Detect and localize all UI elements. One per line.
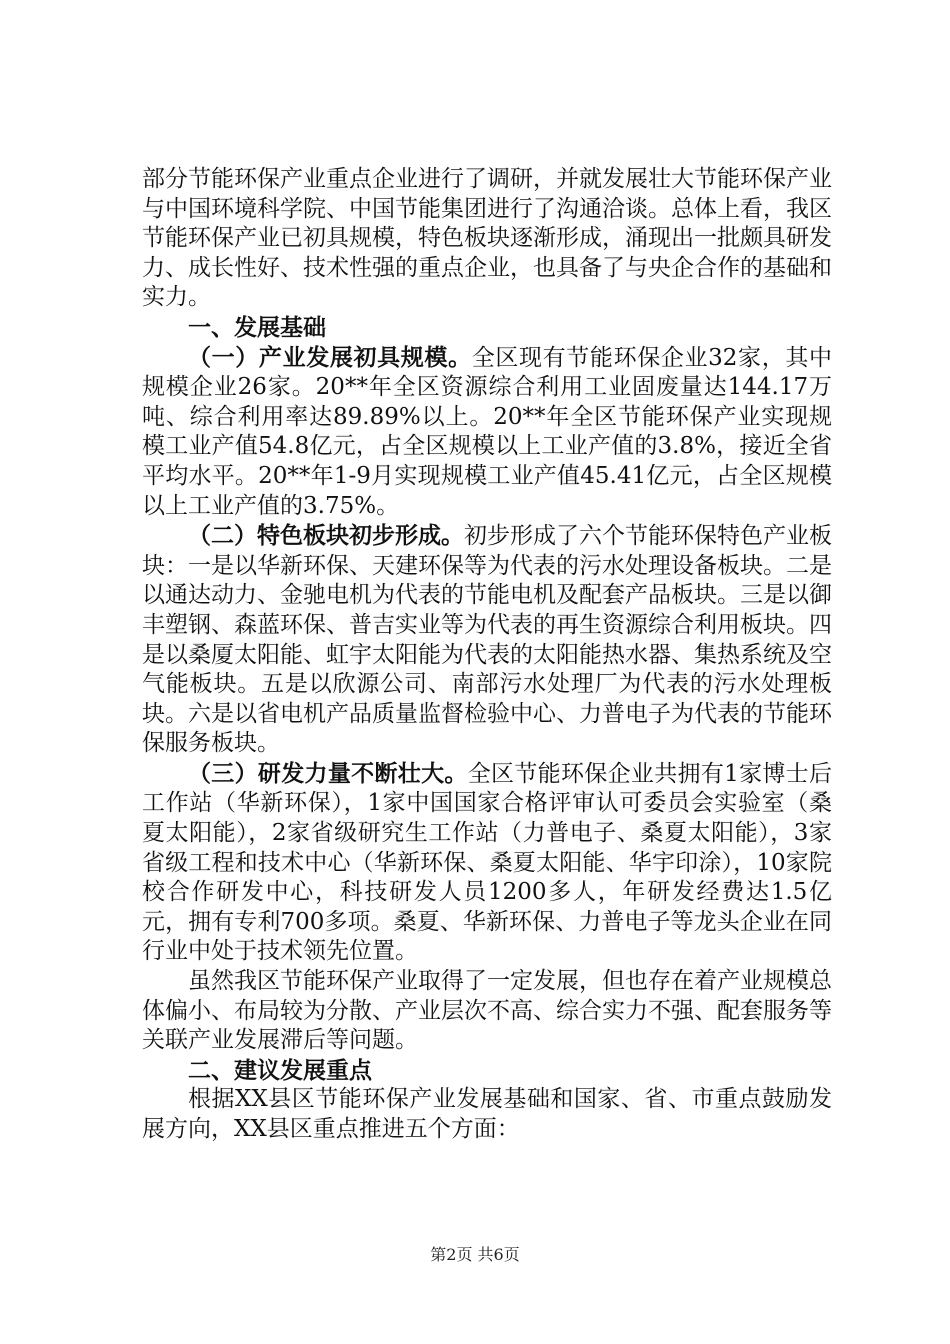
subsection-3-heading: （三）研发力量不断壮大。 bbox=[188, 759, 468, 787]
subsection-3-paragraph bbox=[142, 759, 832, 967]
section-1-heading: 一、发展基础 bbox=[188, 313, 326, 341]
subsection-2-paragraph bbox=[142, 521, 832, 759]
subsection-1-body: 全区现有节能环保企业32家，其中规模企业26家。20**年全区资源综合利用工业固废量达144.17万吨、综合利用率达89.89%以上。20**年全区节能环保产业实现规模工业产值54.8亿元，占全区规模以上工业产值的3.8%，接近全省平均水平。20**年1-9月实现规模工业产值45.41亿元，占全区规模以上工业产值的3.75%。 bbox=[142, 344, 832, 519]
section-2-paragraph: 根据XX县区节能环保产业发展基础和国家、省、市重点鼓励发展方向，XX县区重点推进五个方面： bbox=[142, 1086, 832, 1142]
section-2-heading: 二、建议发展重点 bbox=[188, 1056, 372, 1084]
intro-paragraph: 部分节能环保产业重点企业进行了调研，并就发展壮大节能环保产业与中国环境科学院、中国节能集团进行了沟通洽谈。总体上看，我区节能环保产业已初具规模，特色板块逐渐形成，涌现出一批颇具研发力、成长性好、技术性强的重点企业，也具备了与央企合作的基础和实力。 bbox=[142, 166, 832, 311]
subsection-2-heading: （二）特色板块初步形成。 bbox=[188, 522, 464, 550]
summary-paragraph: 虽然我区节能环保产业取得了一定发展，但也存在着产业规模总体偏小、布局较为分散、产业层次不高、综合实力不强、配套服务等关联产业发展滞后等问题。 bbox=[142, 968, 832, 1054]
subsection-2-body: 初步形成了六个节能环保特色产业板块：一是以华新环保、天建环保等为代表的污水处理设备板块。二是以通达动力、金驰电机为代表的节能电机及配套产品板块。三是以御丰塑钢、森蓝环保、普吉实业等为代表的再生资源综合利用板块。四是以桑厦太阳能、虹宇太阳能为代表的太阳能热水器、集热系统及空气能板块。五是以欣源公司、南部污水处理厂为代表的污水处理板块。六是以省电机产品质量监督检验中心、力普电子为代表的节能环保服务板块。 bbox=[142, 523, 832, 757]
subsection-1-heading: （一）产业发展初具规模。 bbox=[188, 343, 472, 371]
page-footer: 第2页 共6页 bbox=[430, 1245, 520, 1264]
subsection-1-paragraph bbox=[142, 343, 832, 522]
document-body bbox=[142, 165, 832, 1145]
subsection-3-body: 全区节能环保企业共拥有1家博士后工作站（华新环保），1家中国国家合格评审认可委员会实验室（桑夏太阳能），2家省级研究生工作站（力普电子、桑夏太阳能），3家省级工程和技术中心（华新环保、桑夏太阳能、华宇印涂），10家院校合作研发中心，科技研发人员1200多人，年研发经费达1.5亿元，拥有专利700多项。桑夏、华新环保、力普电子等龙头企业在同行业中处于技术领先位置。 bbox=[142, 760, 832, 965]
